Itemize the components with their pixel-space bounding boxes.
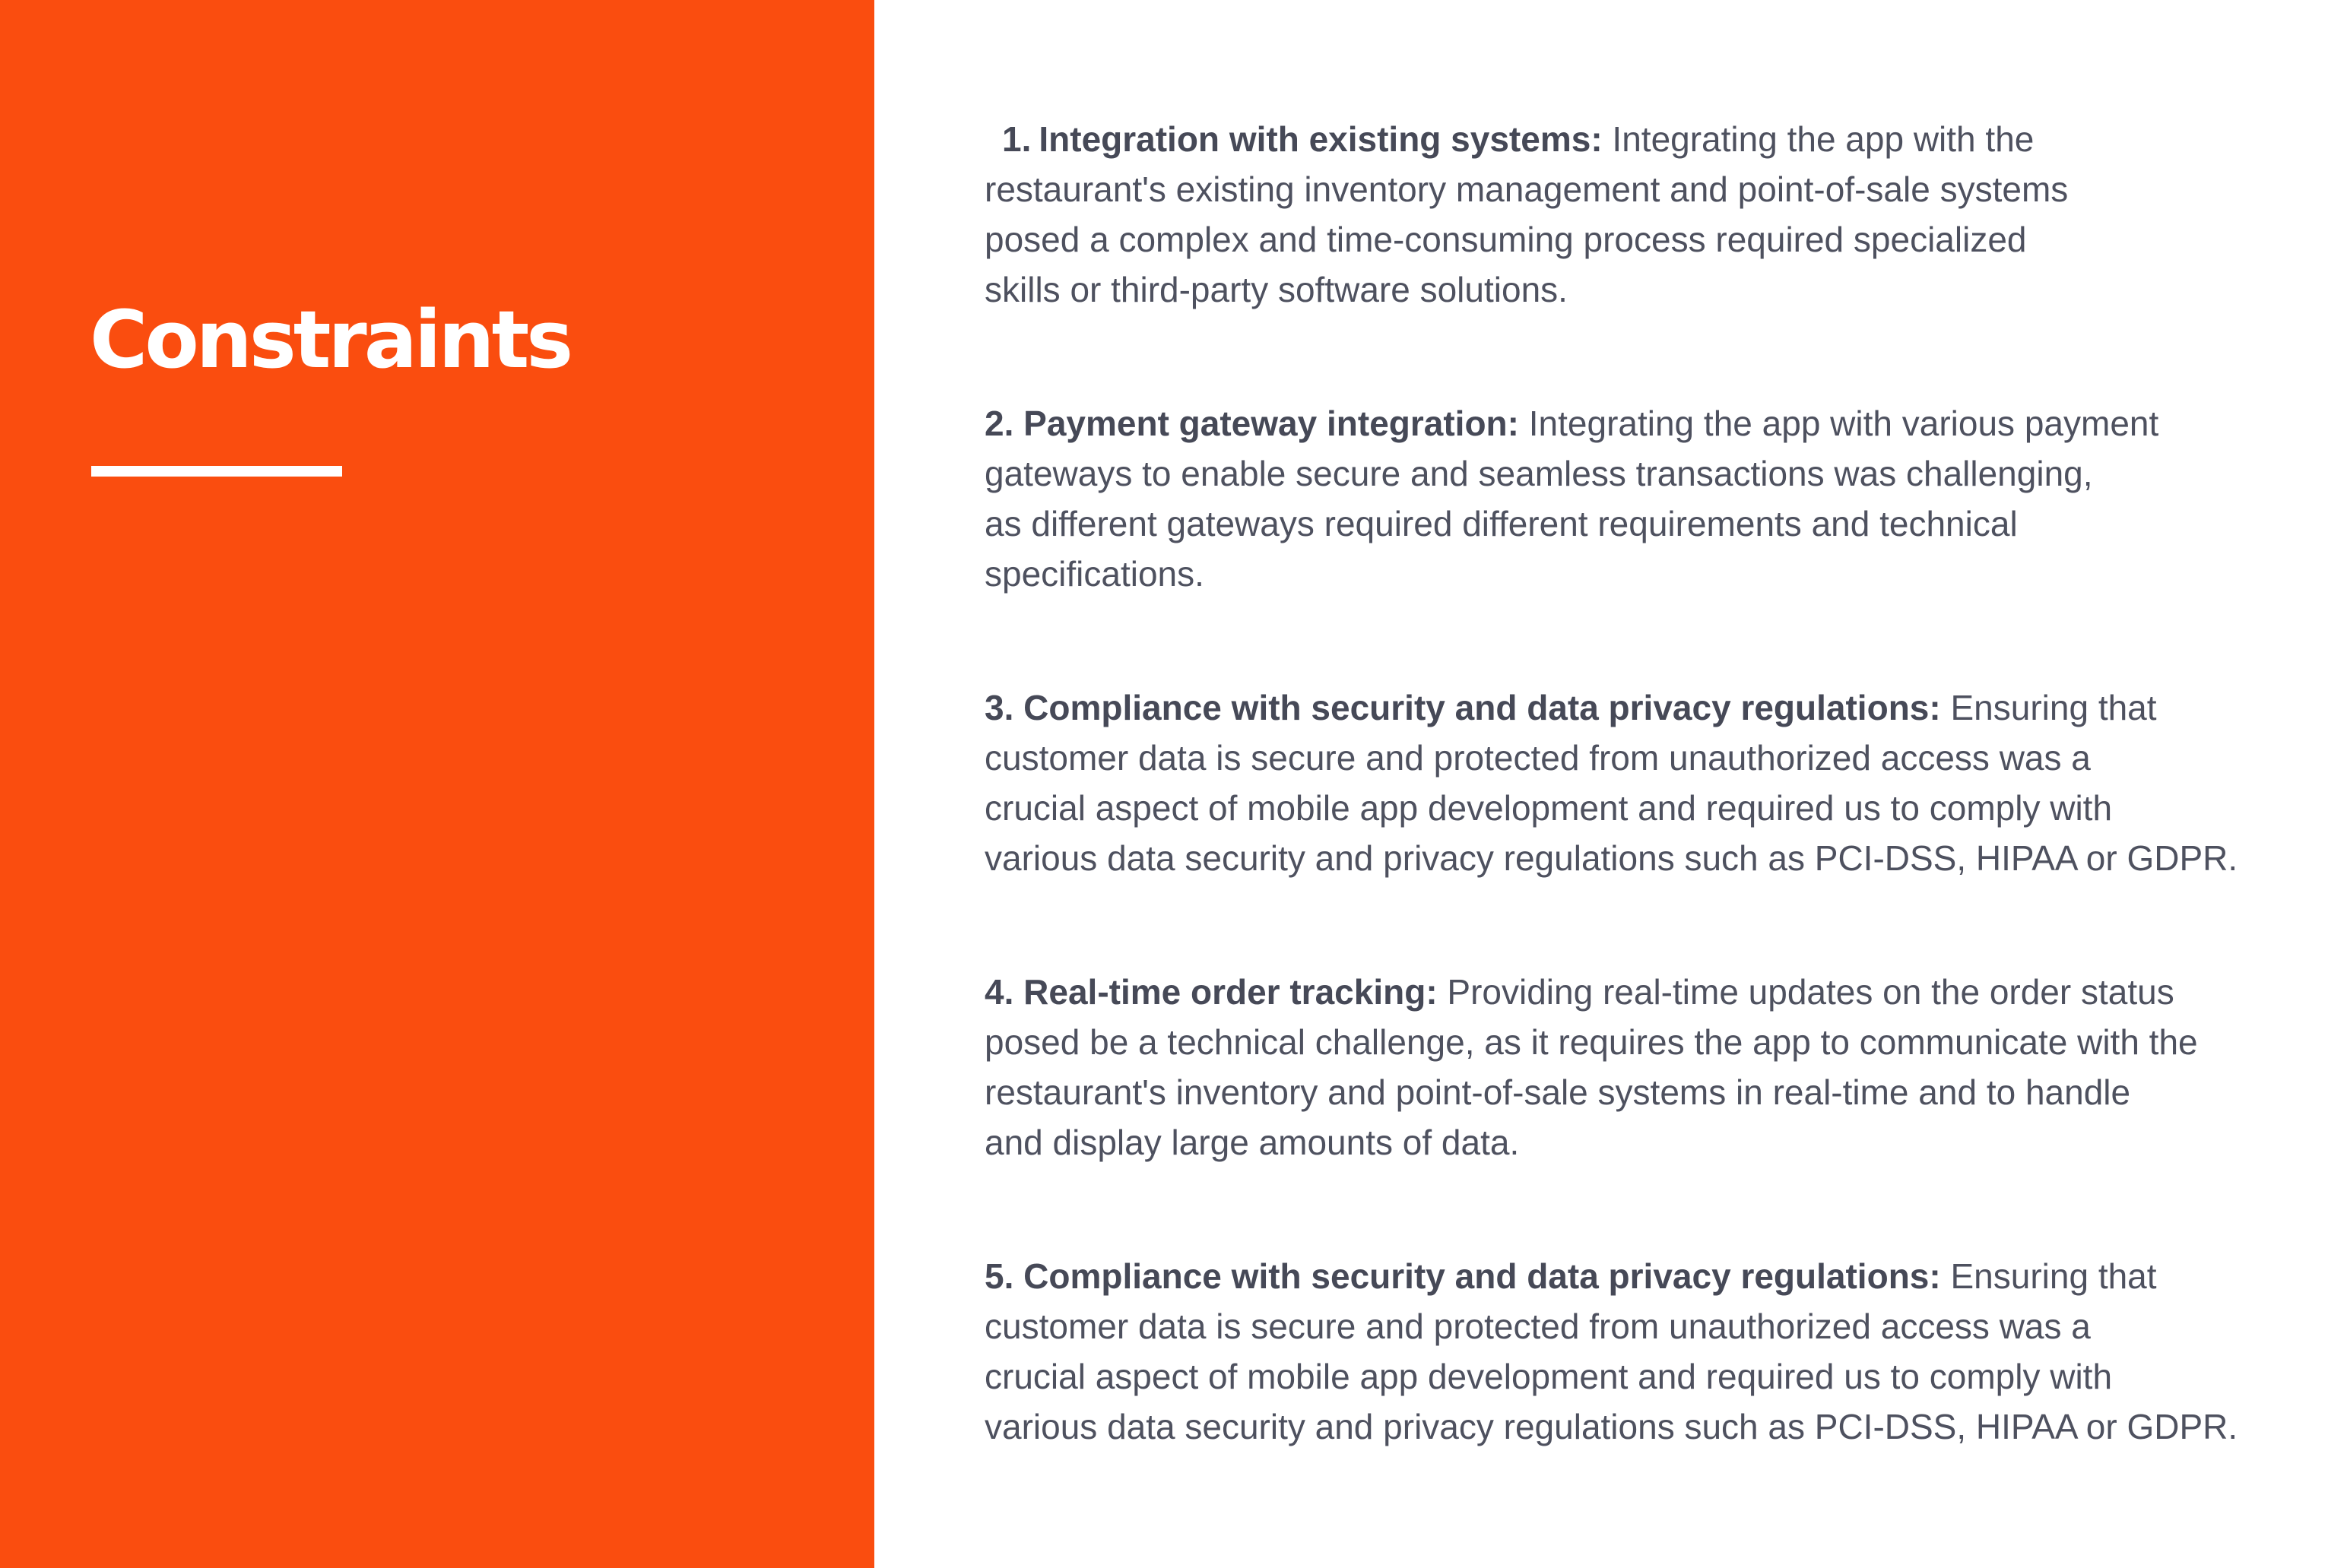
item-text-line: skills or third-party software solutions.	[985, 270, 1568, 309]
item-number: 5.	[985, 1256, 1014, 1296]
item-text-line: crucial aspect of mobile app development and required us to comply with	[985, 1357, 2113, 1396]
item-heading: Integration with existing systems:	[1039, 119, 1603, 159]
item-text-line: Integrating the app with the	[1612, 119, 2035, 159]
item-text-line: posed a complex and time-consuming process required specialized	[985, 220, 2027, 259]
page-title: Constraints	[90, 293, 571, 386]
item-heading: Compliance with security and data privacy regulations:	[1023, 1256, 1941, 1296]
item-number: 2.	[985, 404, 1014, 443]
item-number: 3.	[985, 688, 1014, 727]
constraint-item-5	[985, 1251, 2323, 1452]
item-number: 1.	[1002, 119, 1032, 159]
item-text-line: Ensuring that	[1950, 1256, 2157, 1296]
constraint-item-4	[985, 967, 2323, 1167]
item-text-line: restaurant's inventory and point-of-sale systems in real-time and to handle	[985, 1072, 2131, 1112]
item-text-line: customer data is secure and protected from unauthorized access was a	[985, 1307, 2091, 1346]
item-heading: Compliance with security and data privacy regulations:	[1023, 688, 1941, 727]
item-text-line: Integrating the app with various payment	[1528, 404, 2159, 443]
constraints-list	[985, 114, 2323, 1535]
item-text-line: Ensuring that	[1950, 688, 2157, 727]
constraint-item-1	[985, 114, 2323, 315]
item-text-line: Providing real-time updates on the order status	[1447, 972, 2174, 1012]
title-panel	[0, 0, 874, 1568]
item-text-line: as different gateways required different requirements and technical	[985, 504, 2018, 543]
item-text-line: restaurant's existing inventory management and point-of-sale systems	[985, 169, 2069, 209]
item-text-line: crucial aspect of mobile app development and required us to comply with	[985, 788, 2113, 828]
item-text-line: various data security and privacy regulations such as PCI-DSS, HIPAA or GDPR.	[985, 1407, 2238, 1446]
item-heading: Payment gateway integration:	[1023, 404, 1519, 443]
item-text-line: various data security and privacy regulations such as PCI-DSS, HIPAA or GDPR.	[985, 838, 2238, 878]
item-text-line: and display large amounts of data.	[985, 1123, 1520, 1162]
title-underline	[91, 466, 342, 477]
item-heading: Real-time order tracking:	[1023, 972, 1438, 1012]
item-text-line: gateways to enable secure and seamless transactions was challenging,	[985, 454, 2093, 493]
constraint-item-2	[985, 398, 2323, 599]
item-number: 4.	[985, 972, 1014, 1012]
item-text-line: specifications.	[985, 554, 1204, 594]
item-text-line: posed be a technical challenge, as it requires the app to communicate with the	[985, 1022, 2198, 1062]
constraint-item-3	[985, 683, 2323, 883]
item-text-line: customer data is secure and protected from unauthorized access was a	[985, 738, 2091, 778]
